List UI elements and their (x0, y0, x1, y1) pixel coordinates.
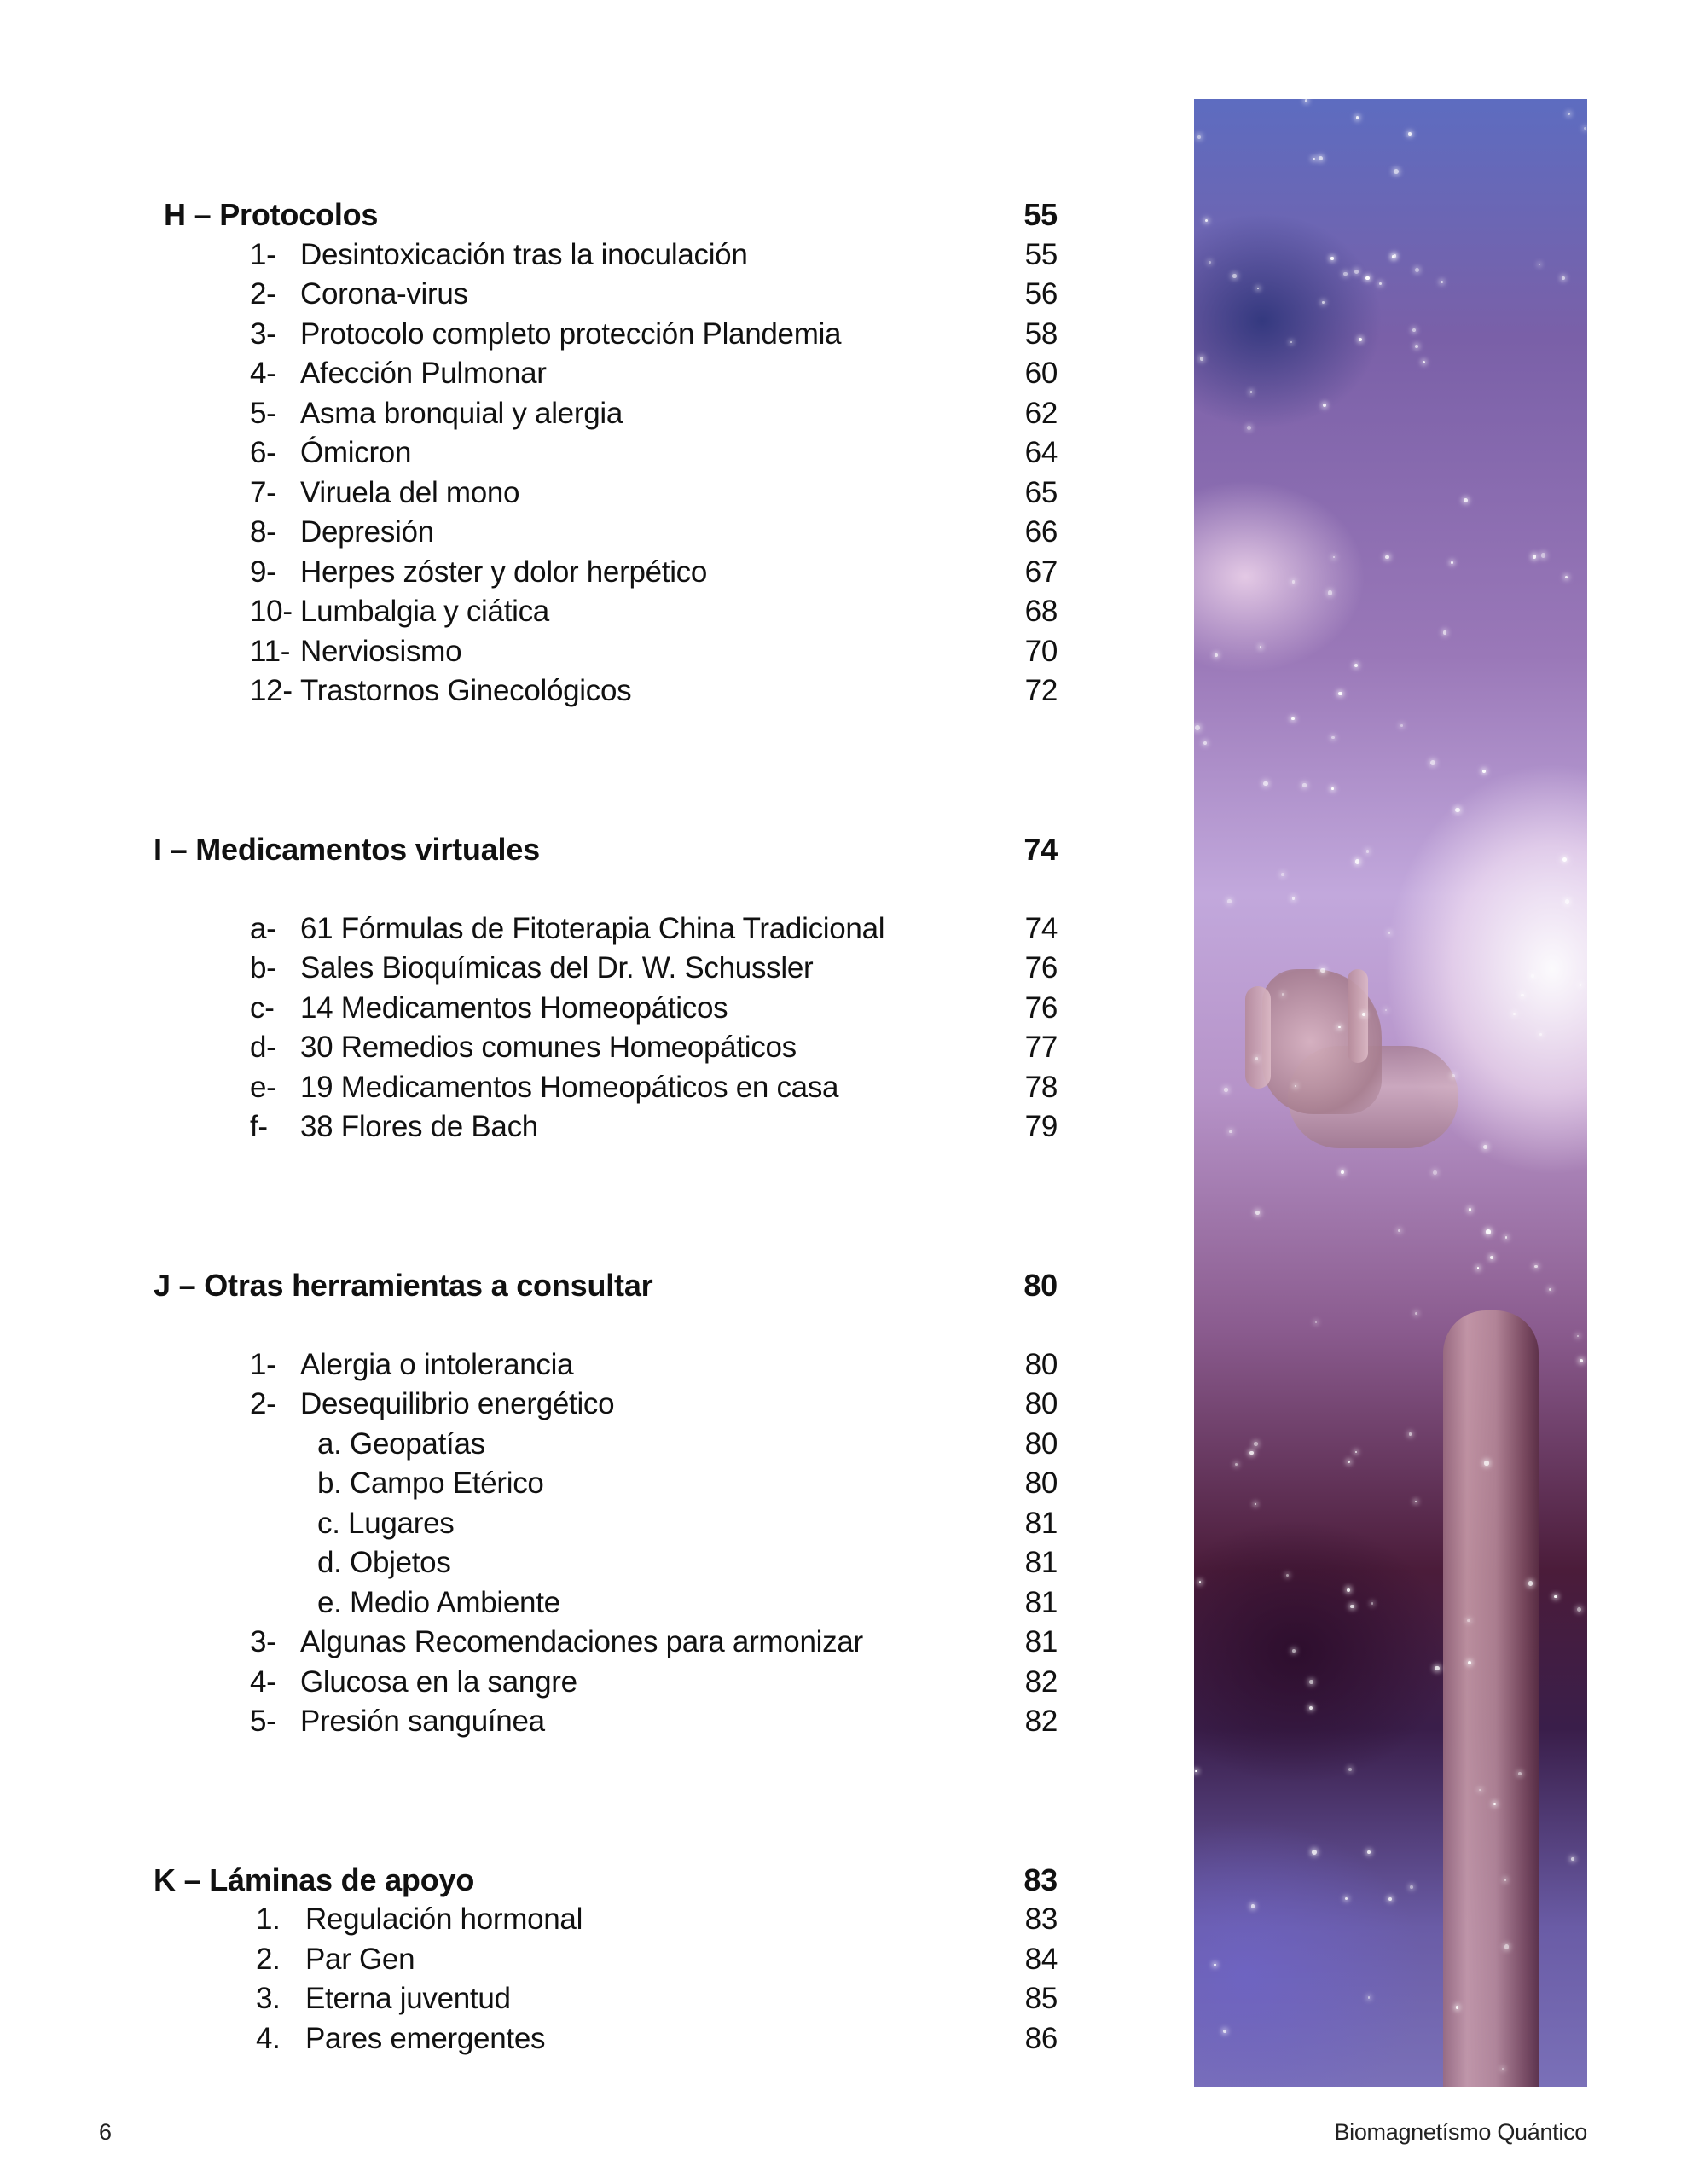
entry-number: 2. (256, 1943, 281, 1976)
toc-subentry[interactable] (0, 1504, 1058, 1543)
entry-label: Ómicron (300, 436, 412, 469)
star-dot (1355, 859, 1359, 863)
star-dot (1518, 1772, 1522, 1775)
star-dot (1371, 1602, 1373, 1604)
entry-number: 4. (256, 2022, 281, 2055)
star-dot (1580, 984, 1582, 986)
star-dot (1366, 850, 1370, 853)
star-dot (1199, 1581, 1202, 1583)
star-dot (1467, 1619, 1470, 1623)
star-dot (1223, 2030, 1226, 2033)
entry-label: Pares emergentes (305, 2022, 546, 2055)
star-dot (1539, 1033, 1542, 1036)
section-title: J – Otras herramientas a consultar (154, 1268, 653, 1303)
star-dot (1251, 1904, 1255, 1908)
star-dot (1580, 1359, 1583, 1362)
star-dot (1441, 281, 1443, 283)
section-title: H – Protocolos (164, 197, 379, 232)
star-dot (1385, 555, 1389, 560)
toc-entry[interactable] (0, 1623, 1058, 1662)
star-dot (1388, 1897, 1393, 1902)
entry-label: Presión sanguínea (300, 1705, 545, 1738)
star-dot (1464, 498, 1468, 502)
star-dot (1319, 156, 1323, 160)
entry-page: 72 (1024, 674, 1058, 707)
entry-number: 2- (250, 277, 276, 311)
entry-page: 86 (1024, 2022, 1058, 2055)
entry-page: 82 (1024, 1705, 1058, 1738)
toc-entry[interactable] (0, 1107, 1058, 1147)
star-dot (1468, 1661, 1471, 1664)
star-dot (1398, 1229, 1400, 1232)
entry-page: 67 (1024, 555, 1058, 589)
star-dot (1415, 345, 1418, 348)
toc-entry[interactable] (0, 1979, 1058, 2018)
star-dot (1368, 1996, 1370, 1998)
star-dot (1451, 561, 1453, 564)
star-dot (1292, 1649, 1296, 1653)
star-dot (1388, 932, 1390, 933)
section-title: I – Medicamentos virtuales (154, 832, 540, 867)
star-dot (1362, 1013, 1365, 1016)
toc-entry[interactable] (0, 354, 1058, 393)
toc-entry[interactable] (0, 1900, 1058, 1939)
entry-page: 74 (1024, 912, 1058, 945)
section-heading-i[interactable] (0, 830, 1058, 869)
star-dot (1379, 282, 1382, 285)
star-dot (1338, 692, 1342, 696)
toc-entry[interactable] (0, 235, 1058, 275)
entry-label: Algunas Recomendaciones para armonizar (300, 1625, 863, 1658)
toc-entry[interactable] (0, 592, 1058, 631)
star-dot (1367, 1850, 1371, 1854)
star-dot (1354, 270, 1359, 274)
star-dot (1331, 787, 1333, 789)
star-dot (1502, 2068, 1504, 2070)
entry-number: 1- (250, 1348, 276, 1381)
entry-label: Viruela del mono (300, 476, 520, 509)
star-dot (1291, 717, 1295, 721)
page-number: 6 (99, 2119, 113, 2145)
star-dot (1415, 268, 1420, 273)
entry-page: 58 (1024, 317, 1058, 351)
star-dot (1255, 1057, 1259, 1060)
entry-number: 3- (250, 317, 276, 351)
star-dot (1456, 2006, 1459, 2009)
entry-number: 6- (250, 436, 276, 469)
running-footer-title: Biomagnetísmo Quántico (1334, 2119, 1587, 2145)
star-dot (1408, 132, 1412, 136)
entry-label: 30 Remedios comunes Homeopáticos (300, 1031, 797, 1064)
entry-label: Eterna juventud (305, 1982, 511, 2015)
star-dot (1577, 1335, 1579, 1337)
toc-subentry[interactable] (0, 1543, 1058, 1583)
star-dot (1571, 1857, 1574, 1861)
star-dot (1504, 1879, 1507, 1881)
star-dot (1415, 1501, 1417, 1502)
entry-number: 11- (250, 635, 291, 668)
star-dot (1554, 1595, 1557, 1599)
star-dot (1214, 1964, 1216, 1966)
star-dot (1295, 1085, 1296, 1087)
entry-number: 8- (250, 515, 276, 549)
star-dot (1305, 99, 1308, 102)
star-dot (1257, 288, 1259, 289)
star-dot (1290, 341, 1292, 343)
entry-label: Asma bronquial y alergia (300, 397, 623, 430)
entry-page: 60 (1024, 357, 1058, 390)
entry-number: 1- (250, 238, 276, 271)
star-dot (1531, 974, 1534, 978)
entry-label: Desintoxicación tras la inoculación (300, 238, 748, 271)
section-page: 74 (1023, 832, 1058, 867)
star-dot (1282, 993, 1284, 996)
star-dot (1359, 338, 1362, 341)
star-dot (1486, 1229, 1490, 1234)
entry-page: 82 (1024, 1665, 1058, 1699)
toc-entry[interactable] (0, 671, 1058, 711)
entry-page: 80 (1024, 1467, 1058, 1500)
section-heading-k[interactable] (0, 1861, 1058, 1900)
star-dot (1394, 169, 1399, 174)
toc-subentry[interactable] (0, 1464, 1058, 1503)
entry-label: Alergia o intolerancia (300, 1348, 574, 1381)
star-dot (1341, 1170, 1344, 1174)
star-dot (1549, 1288, 1551, 1291)
cosmic-hand-image (1194, 99, 1587, 2087)
entry-number: 4- (250, 357, 276, 390)
entry-number: 5- (250, 1705, 276, 1738)
star-dot (1505, 1236, 1508, 1239)
entry-number: 7- (250, 476, 276, 509)
star-dot (1224, 1088, 1228, 1092)
star-dot (1443, 630, 1447, 635)
entry-page: 70 (1024, 635, 1058, 668)
star-dot (1286, 1574, 1289, 1577)
star-dot (1330, 257, 1333, 259)
star-dot (1205, 219, 1208, 222)
entry-page: 85 (1024, 1982, 1058, 2015)
star-dot (1215, 653, 1218, 657)
entry-label: Herpes zóster y dolor herpético (300, 555, 708, 589)
star-dot (1455, 808, 1460, 813)
star-dot (1249, 1451, 1253, 1455)
entry-number: 5- (250, 397, 276, 430)
entry-label: Sales Bioquímicas del Dr. W. Schussler (300, 951, 814, 985)
toc-entry[interactable] (0, 2019, 1058, 2059)
entry-number: 10- (250, 595, 293, 628)
entry-label: d. Objetos (317, 1546, 451, 1579)
entry-label: 19 Medicamentos Homeopáticos en casa (300, 1071, 839, 1104)
star-dot (1195, 1770, 1197, 1773)
star-dot (1521, 994, 1524, 997)
star-dot (1412, 328, 1416, 332)
star-dot (1292, 580, 1295, 583)
toc-entry[interactable] (0, 949, 1058, 988)
star-dot (1400, 724, 1403, 727)
entry-page: 76 (1024, 991, 1058, 1025)
toc-entry[interactable] (0, 553, 1058, 592)
entry-number: a- (250, 912, 276, 945)
entry-page: 66 (1024, 515, 1058, 549)
star-dot (1584, 127, 1586, 130)
star-dot (1315, 1321, 1317, 1323)
entry-label: c. Lugares (317, 1507, 455, 1540)
star-dot (1562, 276, 1565, 280)
star-dot (1513, 1013, 1516, 1015)
entry-page: 84 (1024, 1943, 1058, 1976)
star-dot (1385, 1009, 1387, 1011)
section-page: 83 (1023, 1862, 1058, 1897)
star-dot (1292, 897, 1296, 900)
entry-page: 65 (1024, 476, 1058, 509)
star-dot (1504, 1944, 1510, 1949)
star-dot (1338, 1026, 1340, 1028)
star-dot (1254, 1442, 1258, 1446)
star-dot (1200, 357, 1204, 361)
section-title: K – Láminas de apoyo (154, 1862, 475, 1897)
toc-subentry[interactable] (0, 1583, 1058, 1623)
entry-label: Nerviosismo (300, 635, 462, 668)
entry-label: 14 Medicamentos Homeopáticos (300, 991, 728, 1025)
toc-entry[interactable] (0, 1940, 1058, 1979)
star-dot (1477, 1267, 1480, 1269)
entry-page: 56 (1024, 277, 1058, 311)
entry-number: 4- (250, 1665, 276, 1699)
star-dot (1281, 873, 1284, 876)
star-dot (1565, 899, 1569, 903)
star-dot (1209, 261, 1211, 264)
star-dot (1348, 1461, 1350, 1463)
star-dot (1433, 1170, 1437, 1175)
entry-page: 83 (1024, 1902, 1058, 1936)
star-dot (1479, 1789, 1481, 1792)
star-dot (1328, 590, 1333, 595)
star-dot (1409, 1432, 1412, 1436)
star-dot (1469, 1208, 1471, 1211)
entry-label: e. Medio Ambiente (317, 1586, 560, 1619)
star-dot (1247, 426, 1251, 430)
star-dot (1197, 135, 1202, 139)
entry-label: a. Geopatías (317, 1427, 485, 1461)
star-dot (1255, 1503, 1256, 1505)
toc-entry[interactable] (0, 1028, 1058, 1067)
toc-entry[interactable] (0, 473, 1058, 513)
entry-label: Glucosa en la sangre (300, 1665, 577, 1699)
star-dot (1528, 1581, 1533, 1586)
star-dot (1250, 391, 1252, 392)
section-page: 80 (1023, 1268, 1058, 1303)
entry-page: 81 (1024, 1625, 1058, 1658)
entry-page: 78 (1024, 1071, 1058, 1104)
star-dot (1562, 857, 1568, 863)
toc-entry[interactable] (0, 394, 1058, 433)
entry-page: 81 (1024, 1507, 1058, 1540)
entry-number: 3. (256, 1982, 281, 2015)
entry-number: d- (250, 1031, 276, 1064)
entry-number: f- (250, 1110, 268, 1143)
star-dot (1302, 783, 1306, 787)
star-dot (1263, 781, 1267, 786)
entry-label: Par Gen (305, 1943, 415, 1976)
entry-page: 76 (1024, 951, 1058, 985)
toc-entry[interactable] (0, 433, 1058, 473)
star-dot (1356, 116, 1359, 119)
star-dot (1203, 741, 1207, 745)
entry-page: 80 (1024, 1427, 1058, 1461)
star-dot (1309, 1706, 1313, 1710)
star-dot (1394, 254, 1396, 257)
star-dot (1333, 556, 1335, 558)
star-dot (1320, 968, 1325, 973)
entry-label: 38 Flores de Bach (300, 1110, 538, 1143)
entry-label: Regulación hormonal (305, 1902, 583, 1936)
entry-label: Corona-virus (300, 277, 468, 311)
entry-number: 3- (250, 1625, 276, 1658)
star-dot (1484, 1461, 1488, 1465)
entry-label: Protocolo completo protección Plandemia (300, 317, 842, 351)
toc-entry[interactable] (0, 513, 1058, 552)
section-page: 55 (1023, 197, 1058, 232)
star-dot (1415, 1312, 1417, 1315)
star-dot (1430, 760, 1435, 765)
entry-label: 61 Fórmulas de Fitoterapia China Tradicional (300, 912, 885, 945)
star-dot (1539, 264, 1540, 265)
entry-page: 68 (1024, 595, 1058, 628)
toc-entry[interactable] (0, 632, 1058, 671)
star-dot (1227, 899, 1231, 903)
star-dot (1229, 1130, 1232, 1134)
star-dot (1435, 1666, 1440, 1671)
toc-entry[interactable] (0, 1702, 1058, 1741)
entry-page: 81 (1024, 1586, 1058, 1619)
star-dot (1322, 301, 1324, 303)
star-dot (1313, 158, 1315, 160)
section-heading-h[interactable] (0, 195, 1058, 235)
entry-number: e- (250, 1071, 276, 1104)
star-dot (1343, 272, 1347, 276)
star-dot (1195, 725, 1200, 730)
star-dot (1235, 1463, 1238, 1466)
toc-entry[interactable] (0, 1068, 1058, 1107)
star-dot (1348, 1768, 1353, 1772)
entry-label: Depresión (300, 515, 434, 549)
toc-entry[interactable] (0, 315, 1058, 354)
entry-page: 77 (1024, 1031, 1058, 1064)
entry-number: b- (250, 951, 276, 985)
entry-page: 80 (1024, 1348, 1058, 1381)
toc-entry[interactable] (0, 989, 1058, 1028)
star-dot (1568, 113, 1570, 115)
star-dot (1493, 1803, 1496, 1805)
entry-page: 80 (1024, 1387, 1058, 1420)
star-dot (1490, 1256, 1493, 1259)
toc-entry[interactable] (0, 275, 1058, 314)
star-dot (1452, 1074, 1455, 1077)
star-dot (1565, 576, 1568, 578)
star-dot (1260, 646, 1262, 648)
star-field (1194, 99, 1587, 2087)
toc-entry[interactable] (0, 1385, 1058, 1424)
star-dot (1534, 1265, 1538, 1269)
star-dot (1533, 555, 1537, 559)
star-dot (1350, 1605, 1354, 1608)
entry-number: 9- (250, 555, 276, 589)
star-dot (1365, 276, 1369, 280)
star-dot (1312, 1850, 1317, 1855)
entry-page: 81 (1024, 1546, 1058, 1579)
toc-entry[interactable] (0, 1345, 1058, 1385)
toc-entry[interactable] (0, 1663, 1058, 1702)
star-dot (1347, 1588, 1351, 1592)
star-dot (1541, 553, 1546, 558)
entry-number: 12- (250, 674, 293, 707)
section-heading-j[interactable] (0, 1266, 1058, 1305)
entry-label: Lumbalgia y ciática (300, 595, 549, 628)
entry-number: 1. (256, 1902, 281, 1936)
star-dot (1255, 1211, 1260, 1215)
entry-label: Desequilibrio energético (300, 1387, 615, 1420)
star-dot (1323, 404, 1326, 407)
star-dot (1354, 664, 1358, 667)
star-dot (1309, 1680, 1313, 1684)
toc-entry[interactable] (0, 909, 1058, 949)
star-dot (1483, 1145, 1487, 1149)
entry-number: 2- (250, 1387, 276, 1420)
star-dot (1355, 1451, 1357, 1453)
star-dot (1410, 1885, 1413, 1889)
star-dot (1577, 1607, 1581, 1612)
star-dot (1331, 736, 1334, 739)
star-dot (1232, 274, 1236, 277)
entry-label: b. Campo Etérico (317, 1467, 544, 1500)
entry-label: Afección Pulmonar (300, 357, 547, 390)
toc-subentry[interactable] (0, 1425, 1058, 1464)
entry-page: 64 (1024, 436, 1058, 469)
entry-page: 55 (1024, 238, 1058, 271)
entry-label: Trastornos Ginecológicos (300, 674, 632, 707)
entry-page: 62 (1024, 397, 1058, 430)
star-dot (1345, 1897, 1348, 1900)
entry-number: c- (250, 991, 275, 1025)
star-dot (1482, 770, 1486, 773)
star-dot (1423, 361, 1425, 363)
entry-page: 79 (1024, 1110, 1058, 1143)
